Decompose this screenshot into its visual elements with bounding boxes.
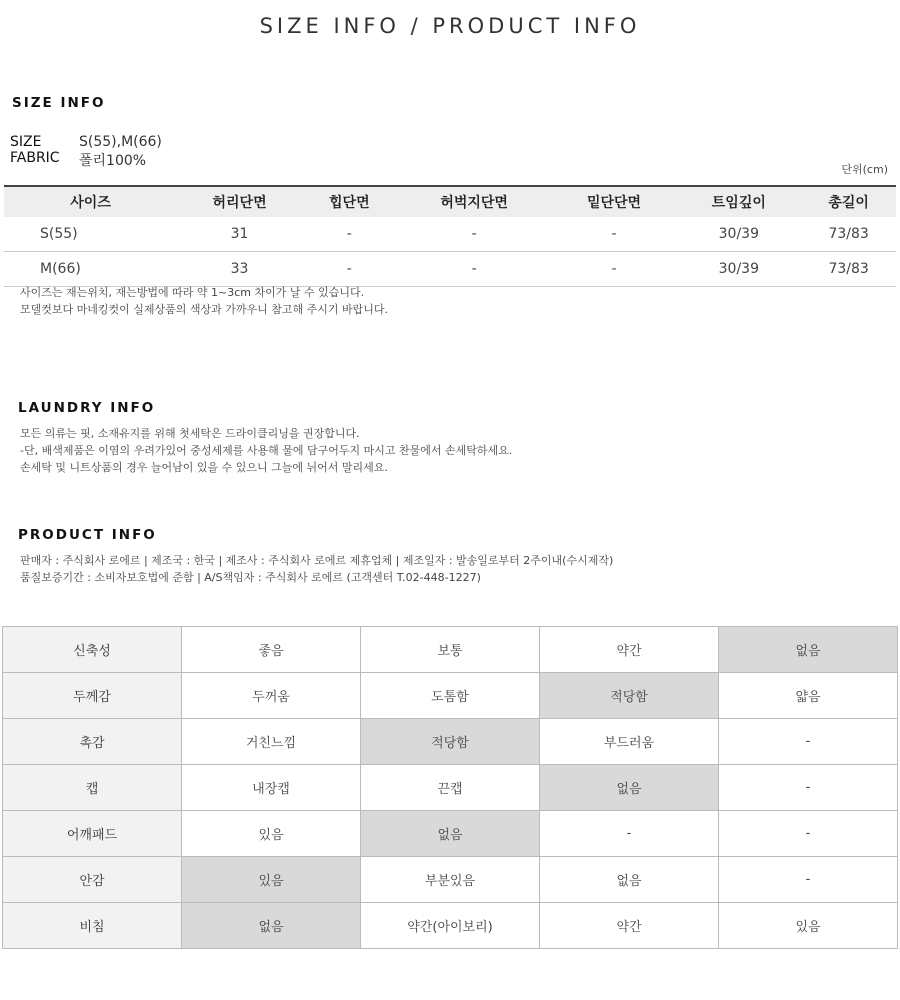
column-header: 밑단단면 — [552, 186, 677, 217]
size-key: SIZE — [10, 134, 42, 150]
spec-option-selected: 없음 — [540, 765, 719, 811]
spec-option: 있음 — [182, 811, 361, 857]
laundry-line: -단, 배색제품은 이염의 우려가있어 중성세제를 사용해 물에 담구어두지 마시고 찬물에서 손세탁하세요. — [20, 444, 513, 457]
laundry-line: 손세탁 및 니트상품의 경우 늘어남이 있을 수 있으니 그늘에 뉘어서 말리세요. — [20, 461, 388, 474]
table-cell: 30/39 — [676, 252, 801, 287]
note-line: 사이즈는 재는위치, 재는방법에 따라 약 1~3cm 차이가 날 수 있습니다. — [20, 286, 365, 299]
spec-row — [3, 719, 898, 765]
spec-label: 비침 — [3, 903, 182, 949]
spec-option: 약간 — [540, 903, 719, 949]
table-cell: - — [302, 252, 397, 287]
fabric-value: 폴리100% — [79, 153, 147, 169]
table-cell: 30/39 — [676, 217, 801, 252]
spec-row — [3, 857, 898, 903]
spec-option: 거친느낌 — [182, 719, 361, 765]
table-cell: - — [552, 252, 677, 287]
spec-label: 캡 — [3, 765, 182, 811]
product-line: 판매자 : 주식회사 로에르 | 제조국 : 한국 | 제조사 : 주식회사 로에르 제휴업체 | 제조일자 : 발송일로부터 2주이내(수시제작) — [20, 554, 614, 567]
column-header: 사이즈 — [4, 186, 177, 217]
product-line: 품질보증기간 : 소비자보호법에 준함 | A/S책임자 : 주식회사 로에르 (고객센터 T.02-448-1227) — [20, 571, 481, 584]
spec-option-selected: 있음 — [182, 857, 361, 903]
fabric-key: FABRIC — [10, 150, 60, 166]
spec-option-selected: 없음 — [719, 627, 898, 673]
unit-label: 단위(cm) — [841, 163, 888, 176]
column-header: 트임깊이 — [676, 186, 801, 217]
spec-label: 촉감 — [3, 719, 182, 765]
table-cell: - — [302, 217, 397, 252]
size-table-header — [4, 186, 896, 217]
spec-row — [3, 627, 898, 673]
table-cell: 73/83 — [801, 217, 896, 252]
spec-option: 약간(아이보리) — [361, 903, 540, 949]
laundry-info-heading: LAUNDRY INFO — [18, 400, 156, 416]
spec-option-selected: 없음 — [361, 811, 540, 857]
spec-option: 끈캡 — [361, 765, 540, 811]
spec-option: 얇음 — [719, 673, 898, 719]
laundry-notes — [20, 425, 512, 476]
column-header: 허벅지단면 — [397, 186, 552, 217]
table-cell: 31 — [177, 217, 302, 252]
product-info-heading: PRODUCT INFO — [18, 527, 157, 543]
column-header: 총길이 — [801, 186, 896, 217]
column-header: 허리단면 — [177, 186, 302, 217]
table-row — [4, 252, 896, 287]
spec-option: 내장캡 — [182, 765, 361, 811]
table-row — [4, 217, 896, 252]
spec-option: 약간 — [540, 627, 719, 673]
spec-option-selected: 적당함 — [361, 719, 540, 765]
table-cell: M(66) — [4, 252, 177, 287]
table-cell: 33 — [177, 252, 302, 287]
spec-row — [3, 765, 898, 811]
table-cell: 73/83 — [801, 252, 896, 287]
table-cell: - — [552, 217, 677, 252]
spec-option: 좋음 — [182, 627, 361, 673]
size-info-heading: SIZE INFO — [12, 95, 106, 111]
spec-option: 도톰함 — [361, 673, 540, 719]
note-line: 모델컷보다 마네킹컷이 실제상품의 색상과 가까우니 참고해 주시기 바랍니다. — [20, 303, 389, 316]
size-table — [4, 185, 896, 287]
spec-option: 부분있음 — [361, 857, 540, 903]
spec-row — [3, 811, 898, 857]
size-notes — [20, 284, 388, 318]
fabric-spec-row — [10, 150, 146, 170]
spec-option: 있음 — [719, 903, 898, 949]
spec-option-selected: 없음 — [182, 903, 361, 949]
spec-grid — [2, 626, 898, 949]
product-notes — [20, 552, 613, 586]
column-header: 힙단면 — [302, 186, 397, 217]
size-spec-row — [10, 134, 162, 150]
spec-option: - — [719, 765, 898, 811]
spec-label: 신축성 — [3, 627, 182, 673]
spec-row — [3, 903, 898, 949]
spec-label: 어깨패드 — [3, 811, 182, 857]
spec-label: 두께감 — [3, 673, 182, 719]
laundry-line: 모든 의류는 핏, 소재유지를 위해 첫세탁은 드라이클리닝을 권장합니다. — [20, 427, 360, 440]
spec-option: 부드러움 — [540, 719, 719, 765]
spec-label: 안감 — [3, 857, 182, 903]
spec-option: - — [719, 811, 898, 857]
spec-row — [3, 673, 898, 719]
spec-option: - — [540, 811, 719, 857]
spec-option: 두꺼움 — [182, 673, 361, 719]
spec-option-selected: 적당함 — [540, 673, 719, 719]
spec-option: - — [719, 857, 898, 903]
table-cell: S(55) — [4, 217, 177, 252]
table-cell: - — [397, 217, 552, 252]
spec-option: 보통 — [361, 627, 540, 673]
table-cell: - — [397, 252, 552, 287]
size-value: S(55),M(66) — [79, 134, 162, 150]
spec-option: - — [719, 719, 898, 765]
spec-option: 없음 — [540, 857, 719, 903]
page-title: SIZE INFO / PRODUCT INFO — [259, 14, 641, 38]
